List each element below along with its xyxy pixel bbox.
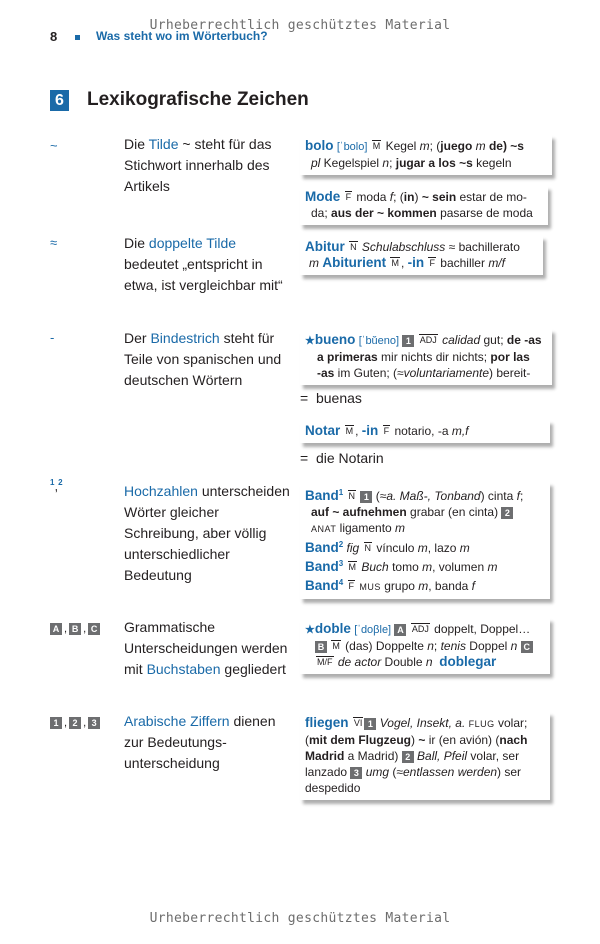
section-title: Lexikografische Zeichen <box>87 89 309 110</box>
page-number: 8 <box>50 29 58 44</box>
symbol-double-tilde: ≈ <box>50 235 58 250</box>
symbol-hyphen: - <box>50 330 55 345</box>
section-number: 6 <box>50 90 69 111</box>
symbol-tilde: ~ <box>50 138 58 153</box>
explanation-superscripts: Hochzahlen unterscheiden Wörter gleicher Schreibung, aber völlig unterschiedlicher Bedeutung <box>124 483 290 583</box>
example-mode: Mode F moda f; (in) ~ sein estar de mo- da; aus der ~ kommen pasarse de moda <box>300 186 548 225</box>
explanation-double-tilde: Die doppelte Tilde bedeutet „entspricht in etwa, ist vergleichbar mit“ <box>124 235 283 293</box>
star-icon: ★ <box>305 624 315 636</box>
example-bolo: bolo [ˈbolo] M Kegel m; (juego m de) ~s pl Kegelspiel n; jugar a los ~s kegeln <box>300 135 552 175</box>
explanation-hyphen: Der Bindestrich steht für Teile von spanischen und deutschen Wörtern <box>124 330 282 388</box>
equivalence-buenas: = buenas <box>300 390 362 406</box>
equivalence-notarin: = die Notarin <box>300 450 384 466</box>
explanation-letters: Grammatische Unterscheidungen werden mit Buchstaben gegliedert <box>124 619 288 677</box>
header-bullet <box>75 35 80 40</box>
watermark-bottom: Urheberrechtlich geschütztes Material <box>149 911 451 926</box>
example-notar: Notar M , -in F notario, -a m,f <box>300 420 550 443</box>
example-band: Band$^1$ N 1 (≈a. Maß-, Tonband) cinta f; auf ~ aufnehmen grabar (en cinta) 2 ANAT ligamento m Band$^2$ fig N vínculo m, lazo m Band$^3$ M Buch tomo m, volumen m Band$^4$ F MUS grupo m, banda f <box>300 482 550 599</box>
symbol-number-badges: 1 , 2 , 3 <box>50 714 100 729</box>
explanation-digits: Arabische Ziffern dienen zur Bedeutungsunterscheidung <box>124 713 276 771</box>
running-header: Was steht wo im Wörterbuch? <box>96 29 268 43</box>
watermark-top: Urheberrechtlich geschütztes Material <box>149 18 451 33</box>
star-icon: ★ <box>305 335 315 347</box>
example-fliegen: fliegen VI 1 Vogel, Insekt, a. FLUG volar; (mit dem Flugzeug) ~ ir (en avión) (nach Madrid a Madrid) 2 Ball, Pfeil volar, ser lanzado 3 umg (≈entlassen werden) ser despedido <box>300 712 550 800</box>
symbol-superscripts: $^1$,$^2$ <box>50 478 63 494</box>
example-abitur: Abitur N Schulabschluss ≈ bachillerato m Abiturient M , -in F bachiller m/f <box>300 236 543 275</box>
example-bueno: ★bueno [ˈbŭeno] 1 ADJ calidad gut; de -as a primeras mir nichts dir nichts; por las -as im Guten; (≈voluntariamente) bereit- <box>300 329 552 385</box>
symbol-letter-badges: A , B , C <box>50 620 100 635</box>
example-doble: ★doble [ˈdoβle] A ADJ doppelt, Doppel… B M (das) Doppelte n; tenis Doppel n C M/F de actor Double n doblegar <box>300 618 550 674</box>
explanation-tilde: Die Tilde ~ steht für das Stichwort innerhalb des Artikels <box>124 136 272 194</box>
